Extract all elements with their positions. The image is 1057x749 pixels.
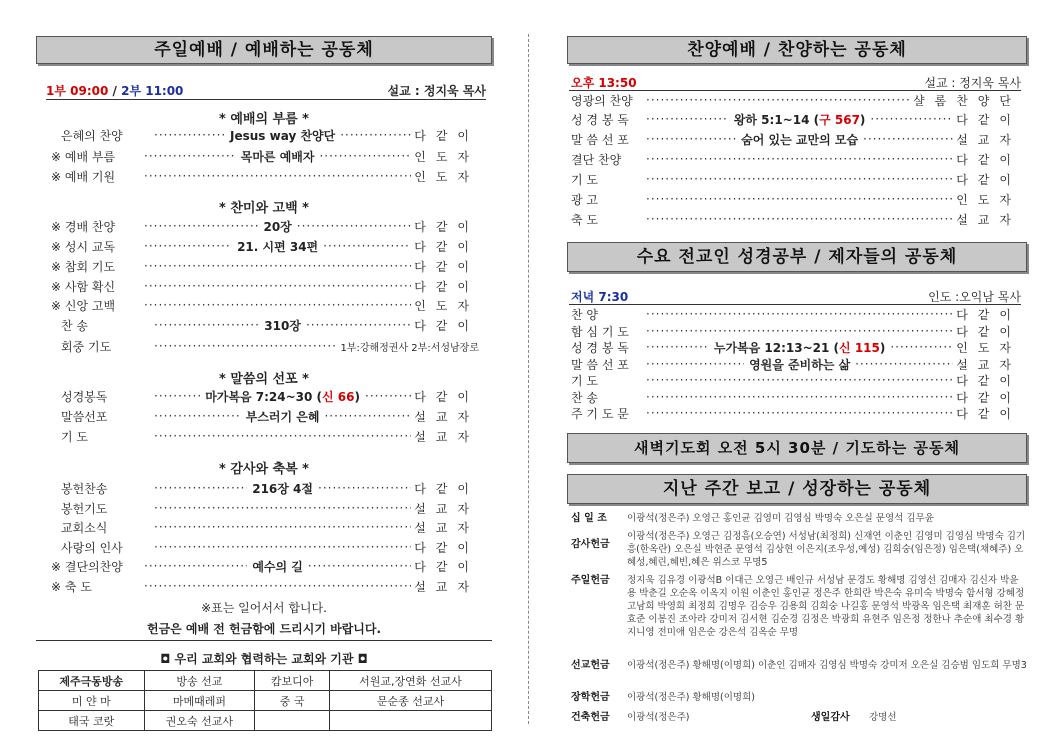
- order-label: ※ 경배 찬양: [51, 219, 116, 234]
- leader-dots: [646, 324, 953, 338]
- order-row: [51, 148, 479, 164]
- order-item: 20장: [263, 219, 292, 234]
- order-label: 성 경 봉 독: [571, 340, 629, 355]
- leader-dots: [154, 520, 411, 534]
- leader-dots: [340, 128, 411, 142]
- leader-dots: [154, 389, 200, 403]
- order-label: 기 도: [571, 373, 598, 388]
- leader-dots: [324, 409, 411, 423]
- partner-cell: [255, 711, 330, 731]
- order-row: [61, 127, 479, 143]
- order-label: ※ 예배 부름: [51, 149, 116, 164]
- order-leader: 1부:강해정권사 2부:서성남장로: [340, 342, 479, 354]
- leader-dots: [154, 501, 411, 515]
- wednesday-study-banner: 수요 전교인 성경공부 / 제자들의 공동체: [567, 242, 1027, 272]
- order-label: 말씀선포: [61, 409, 108, 424]
- leader-dots: [319, 149, 411, 163]
- partner-cell: 서원교,장연화 선교사: [329, 671, 491, 691]
- order-leader: 다같이: [414, 318, 479, 333]
- note-rule: [36, 640, 492, 641]
- wednesday-leader: 인도 :오익남 목사: [928, 290, 1021, 304]
- report-building: [571, 711, 1027, 725]
- order-leader: 인도자: [956, 340, 1022, 355]
- order-leader: 다같이: [956, 373, 1021, 388]
- report-key: 생일감사: [811, 712, 850, 723]
- report-tithe: [571, 512, 1027, 528]
- order-label: 찬 송: [61, 318, 88, 333]
- section-praise-confession: * 찬미와 고백 *: [219, 201, 309, 216]
- partner-cell: 캄보디아: [255, 671, 330, 691]
- leader-dots: [144, 169, 411, 183]
- partner-cell: 권오숙 선교사: [144, 711, 255, 731]
- order-label: 영광의 찬양: [571, 93, 633, 108]
- scripture-close: ): [859, 112, 866, 127]
- order-row: [61, 500, 479, 516]
- partner-cell: [329, 711, 491, 731]
- hymnal-page: 구 567: [819, 112, 860, 127]
- order-leader: 설교자: [414, 501, 479, 516]
- partner-row: [39, 671, 492, 691]
- scripture-ref: 왕하 5:1~14 (: [733, 112, 820, 127]
- partner-cell: 태국 코랏: [39, 711, 145, 731]
- order-label: 성 경 봉 독: [571, 112, 629, 127]
- order-label: 사랑의 인사: [61, 540, 123, 555]
- order-label: 축 도: [571, 212, 598, 227]
- first-service-time: 1부 09:00: [46, 84, 109, 98]
- order-leader: 샬롬찬양단: [913, 93, 1021, 108]
- leader-dots: [154, 339, 337, 353]
- leader-dots: [154, 481, 247, 495]
- leader-dots: [144, 298, 411, 312]
- order-label: ※ 신앙 고백: [51, 298, 116, 313]
- order-leader: 다같이: [956, 324, 1021, 339]
- order-leader: 다같이: [414, 559, 480, 574]
- order-item: [732, 111, 868, 128]
- report-key: 주일헌금: [571, 575, 610, 586]
- order-row: [61, 408, 479, 424]
- column-divider: [528, 34, 529, 724]
- praise-order-row: [571, 171, 1021, 187]
- leader-dots: [890, 340, 953, 354]
- order-row: [61, 338, 479, 354]
- wednesday-order-row: [571, 372, 1021, 388]
- service-separator: /: [112, 84, 117, 98]
- scripture-ref: 마가복음 7:24~30 (: [205, 389, 323, 404]
- order-leader: 다같이: [414, 128, 480, 143]
- order-row: [61, 519, 479, 535]
- partner-cell: 미 얀 마: [39, 691, 145, 711]
- report-value: 정지욱 김유경 이광석B 이대근 오영근 배인규 서성남 문경도 황해명 김영선 김매자 김신자 박윤용 박춘길 오순옥 이옥지 이원 이춘인 홍인균 정은주 한희란 박은숙 유미숙 박명숙 함서형 강혜정 고남희 박영희 최정희 김명우 김승우 김용희 김희숭 나길홍 문영석 박광옥 임은택 최재훈 허찬 문효준 이봉진 조아라 강미저 김서현 김순경 김정은 박광희 유현주 임은정 정한나 추순애 최수경 황지니영 전미애 임은순 강은석 김옥순 무명: [627, 575, 1025, 638]
- order-leader: 다같이: [956, 112, 1021, 127]
- report-mission: [571, 659, 1027, 687]
- leader-dots: [646, 172, 953, 186]
- dawn-prayer-banner: 새벽기도회 오전 5시 30분 / 기도하는 공동체: [567, 433, 1027, 463]
- leader-dots: [646, 132, 736, 146]
- order-label: 찬 송: [571, 390, 598, 405]
- partner-cell: 제주극동방송: [39, 671, 145, 691]
- leader-dots: [144, 149, 236, 163]
- order-row: [51, 238, 479, 254]
- report-sunday: [571, 574, 1027, 652]
- praise-info: [571, 74, 1021, 91]
- order-item: 21. 시편 34편: [237, 239, 319, 254]
- leader-dots: [154, 318, 259, 332]
- order-leader: 다같이: [956, 172, 1021, 187]
- leader-dots: [646, 192, 953, 206]
- report-key: 감사헌금: [571, 539, 610, 550]
- order-leader: 다같이: [414, 279, 479, 294]
- leader-dots: [646, 93, 910, 107]
- partner-cell: 중 국: [255, 691, 330, 711]
- leader-dots: [646, 307, 953, 321]
- order-leader: 설교자: [956, 357, 1021, 372]
- leader-dots: [144, 259, 411, 273]
- leader-dots: [870, 112, 953, 126]
- report-thanks: [571, 530, 1027, 572]
- order-label: 말 씀 선 포: [571, 357, 629, 372]
- offering-note: 헌금은 예배 전 헌금함에 드리시기 바랍니다.: [146, 622, 382, 636]
- report-value: 이광석(정은주) 오영근 홍인균 김영미 김영심 박명숙 오은실 문영석 김무윤: [627, 513, 934, 524]
- report-value: 강명선: [869, 712, 897, 723]
- weekly-report-banner: 지난 주간 보고 / 성장하는 공동체: [567, 474, 1027, 504]
- hymnal-page: 신 115: [839, 340, 880, 355]
- partner-cell: 방송 선교: [144, 671, 255, 691]
- order-label: ※ 성시 교독: [51, 239, 116, 254]
- order-label: 결단 찬양: [571, 152, 622, 167]
- order-item: 목마른 예배자: [240, 149, 315, 164]
- leader-dots: [154, 128, 225, 142]
- leader-dots: [144, 579, 411, 593]
- sunday-service-banner: 주일예배 / 예배하는 공동체: [36, 36, 492, 64]
- praise-service-banner: 찬양예배 / 찬양하는 공동체: [567, 36, 1027, 64]
- order-label: 교회소식: [61, 520, 108, 535]
- report-value: 이광석(정은주) 오영근 김정흠(오승연) 서성남(최정희) 신재연 이춘인 김영미 김영심 박명숙 김기흥(한옥란) 오은실 박현준 문영석 김상현 이은지(조우성,예성) 김희숭(임은정) 임은택(채혜주) 오혜성,혜린,혜빈,혜은 위스코 무명5: [627, 531, 1026, 568]
- order-label: 봉헌찬송: [61, 481, 108, 496]
- order-leader: 다같이: [956, 390, 1021, 405]
- leader-dots: [318, 481, 411, 495]
- scripture-close: ): [879, 340, 886, 355]
- leader-dots: [365, 389, 411, 403]
- order-leader: 다같이: [414, 239, 479, 254]
- order-leader: 설교자: [414, 429, 479, 444]
- order-label: 주 기 도 문: [571, 406, 629, 421]
- order-label: ※ 예배 기원: [51, 169, 116, 184]
- order-label: 광 고: [571, 192, 598, 207]
- leader-dots: [144, 559, 247, 573]
- praise-order-row: [571, 151, 1021, 167]
- wednesday-info: [571, 288, 1021, 305]
- leader-dots: [154, 540, 411, 554]
- order-row: [51, 297, 479, 313]
- order-item: 부스러기 은혜: [245, 409, 320, 424]
- report-value: 이광석(정은주) 황해명(이명희): [627, 692, 755, 703]
- report-key: 건축헌금: [571, 712, 610, 723]
- wednesday-order-row: [571, 356, 1021, 372]
- section-thanks-blessing: * 감사와 축복 *: [219, 462, 309, 477]
- order-label: ※ 축 도: [51, 579, 92, 594]
- leader-dots: [646, 406, 953, 420]
- order-label: ※ 참회 기도: [51, 259, 116, 274]
- order-label: 기 도: [571, 172, 598, 187]
- order-row: [61, 480, 479, 496]
- order-row: [61, 539, 479, 555]
- scripture-close: ): [354, 389, 360, 404]
- report-value: 이광석(정은주): [627, 712, 690, 723]
- partner-cell: 문순종 선교사: [329, 691, 491, 711]
- order-label: 말 씀 선 포: [571, 132, 629, 147]
- leader-dots: [144, 219, 258, 233]
- partners-title: ◘ 우리 교회와 협력하는 교회와 기관 ◘: [160, 652, 368, 666]
- order-item: Jesus way 찬양단: [230, 128, 336, 143]
- section-word-proclamation: * 말씀의 선포 *: [219, 372, 309, 387]
- order-label: 함 심 기 도: [571, 324, 629, 339]
- order-leader: 다같이: [956, 307, 1021, 322]
- leader-dots: [144, 239, 232, 253]
- order-leader: 인도자: [414, 298, 479, 313]
- order-row: [51, 258, 479, 274]
- order-leader: 다같이: [414, 540, 479, 555]
- order-row: [51, 578, 479, 594]
- service-time: [46, 82, 486, 99]
- order-item: 숨어 있는 교만의 모습: [741, 132, 859, 147]
- order-row: [61, 388, 479, 404]
- leader-dots: [646, 112, 729, 126]
- order-leader: 설교자: [414, 409, 480, 424]
- hymnal-page: 신 66: [322, 389, 355, 404]
- order-leader: 인도자: [956, 192, 1021, 207]
- order-item: 216장 4절: [252, 481, 313, 496]
- leader-dots: [646, 152, 953, 166]
- wednesday-order-row: [571, 389, 1021, 405]
- order-leader: 다같이: [414, 389, 479, 404]
- praise-order-row: [571, 191, 1021, 207]
- leader-dots: [144, 279, 411, 293]
- wednesday-order-row: [571, 306, 1021, 322]
- wednesday-order-row: [571, 339, 1021, 355]
- order-item: 310장: [264, 318, 301, 333]
- leader-dots: [154, 429, 411, 443]
- partner-row: [39, 711, 492, 731]
- praise-preacher: 설교 : 정지욱 목사: [924, 76, 1021, 90]
- order-label: 찬 양: [571, 307, 598, 322]
- report-key: 장학헌금: [571, 692, 610, 703]
- standing-note: ※표는 일어서서 합니다.: [201, 601, 327, 615]
- order-leader: 다같이: [414, 219, 480, 234]
- report-key: 선교헌금: [571, 660, 610, 671]
- order-label: ※ 사함 확신: [51, 279, 116, 294]
- order-row: [61, 428, 479, 444]
- preacher: 설교 : 정지욱 목사: [387, 84, 486, 98]
- order-leader: 인도자: [414, 149, 480, 164]
- order-label: 회중 기도: [61, 339, 112, 354]
- leader-dots: [154, 409, 241, 423]
- order-leader: 설교자: [414, 579, 479, 594]
- order-leader: 설교자: [414, 520, 479, 535]
- order-label: ※ 결단의찬양: [51, 559, 123, 574]
- order-label: 성경봉독: [61, 389, 108, 404]
- order-item: [203, 388, 362, 405]
- report-key: 십 일 조: [571, 513, 607, 524]
- wednesday-time: 저녁 7:30: [571, 290, 629, 304]
- leader-dots: [308, 559, 411, 573]
- order-item: [712, 339, 887, 356]
- partner-cell: 마메때레퍼: [144, 691, 255, 711]
- order-row: [51, 168, 479, 184]
- header-rule: [46, 99, 486, 100]
- wednesday-order-row: [571, 405, 1021, 421]
- leader-dots: [297, 219, 411, 233]
- praise-order-row: [571, 111, 1021, 127]
- order-row: [51, 558, 479, 574]
- order-label: 은혜의 찬양: [61, 128, 123, 143]
- praise-order-row: [571, 131, 1021, 147]
- order-leader: 다같이: [414, 481, 480, 496]
- leader-dots: [306, 318, 411, 332]
- order-leader: 인도자: [414, 169, 479, 184]
- praise-time: 오후 13:50: [571, 76, 637, 90]
- partner-row: [39, 691, 492, 711]
- scripture-ref: 누가복음 12:13~21 (: [713, 340, 840, 355]
- leader-dots: [646, 373, 953, 387]
- leader-dots: [646, 357, 744, 371]
- order-row: [61, 317, 479, 333]
- leader-dots: [646, 212, 953, 226]
- order-leader: 설교자: [956, 132, 1021, 147]
- section-call-to-worship: * 예배의 부름 *: [219, 112, 309, 127]
- leader-dots: [323, 239, 411, 253]
- report-scholarship: [571, 691, 1027, 705]
- praise-order-row: [571, 211, 1021, 227]
- leader-dots: [863, 132, 953, 146]
- order-leader: 다같이: [414, 259, 479, 274]
- leader-dots: [855, 357, 953, 371]
- order-leader: 다같이: [956, 152, 1021, 167]
- leader-dots: [646, 390, 953, 404]
- order-item: 예수의 길: [252, 559, 303, 574]
- order-leader: 설교자: [956, 212, 1021, 227]
- partners-table: [38, 670, 492, 731]
- report-value: 이광석(정은주) 황해명(이명희) 이춘인 김매자 김영심 박명숙 강미저 오은실 김승범 임도희 무명3: [627, 660, 1027, 671]
- praise-order-row: [571, 92, 1021, 108]
- order-label: 봉헌기도: [61, 501, 108, 516]
- leader-dots: [646, 340, 709, 354]
- order-label: 기 도: [61, 429, 88, 444]
- second-service-time: 2부 11:00: [121, 84, 184, 98]
- wednesday-order-row: [571, 323, 1021, 339]
- order-item: 영원을 준비하는 삶: [749, 357, 851, 372]
- order-leader: 다같이: [956, 406, 1021, 421]
- order-row: [51, 278, 479, 294]
- order-row: [51, 218, 479, 234]
